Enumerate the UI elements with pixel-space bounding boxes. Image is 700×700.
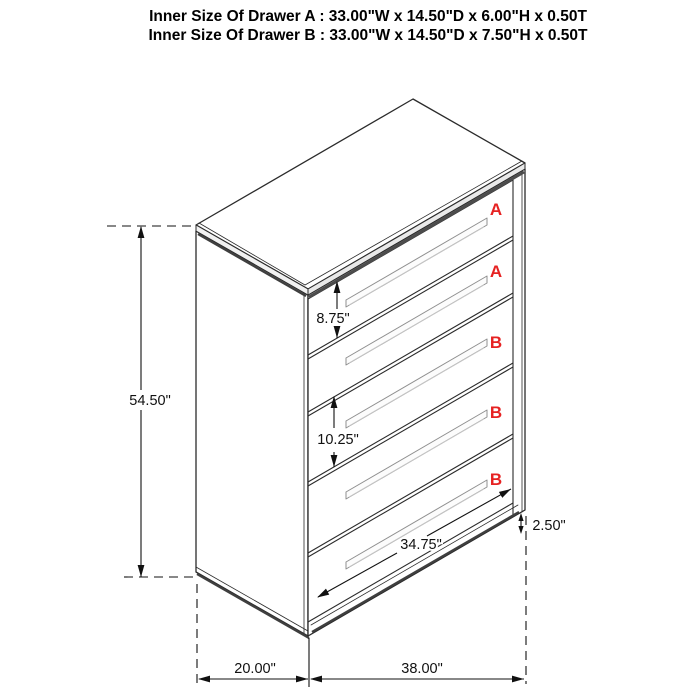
title-line-drawer-b: Inner Size Of Drawer B : 33.00"W x 14.50"D x 7.50"H x 0.50T [148, 27, 588, 44]
arrow-down [518, 526, 523, 534]
side-panel-face [196, 231, 308, 636]
drawer-4-type-label: B [489, 403, 503, 422]
drawer-1-type-label: A [489, 200, 503, 219]
dim-overall-height-label: 54.50" [129, 393, 171, 409]
dim-drawer-face-width-label: 34.75" [400, 537, 442, 553]
dim-drawer-a-front-label: 8.75" [316, 311, 350, 327]
cabinet [196, 99, 525, 638]
drawer-5-type-label: B [489, 470, 503, 489]
side-panel-left [196, 231, 309, 638]
dim-overall-height [107, 226, 194, 577]
dim-drawer-b-front-label: 10.25" [317, 432, 359, 448]
drawer-2-type-label: A [489, 262, 503, 281]
arrow-up [518, 513, 523, 521]
title-line-drawer-a: Inner Size Of Drawer A : 33.00"W x 14.50"D x 6.00"H x 0.50T [149, 8, 587, 25]
dim-width-label: 38.00" [401, 661, 443, 677]
dim-depth-label: 20.00" [234, 661, 276, 677]
drawer-3-type-label: B [489, 333, 503, 352]
dim-base-height-label: 2.50" [532, 518, 566, 534]
